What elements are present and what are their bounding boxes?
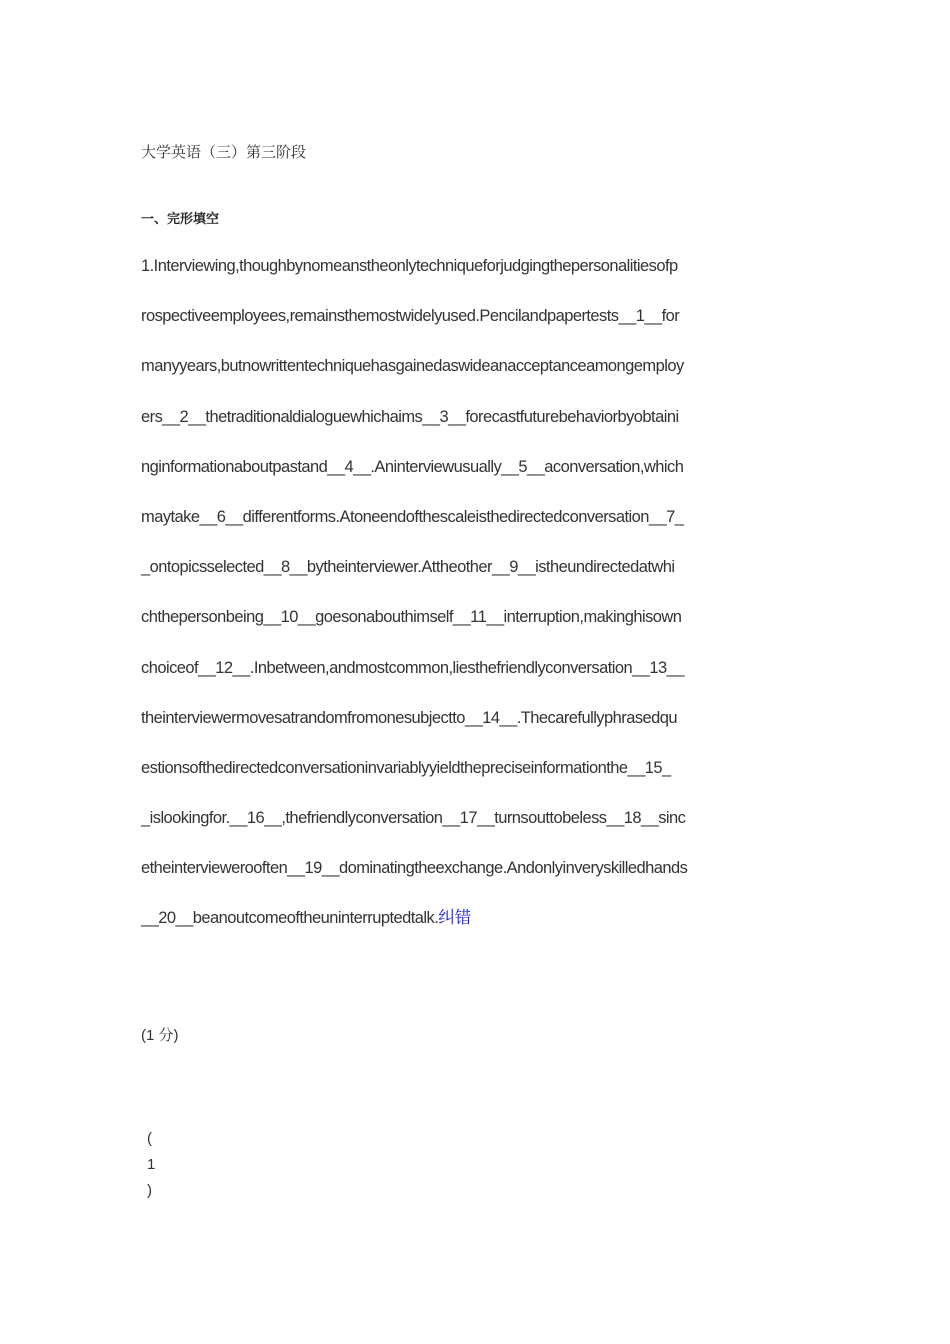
correction-link[interactable]: 纠错	[438, 909, 472, 928]
passage-line: _ontopicsselected__8__bytheinterviewer.Attheother__9__istheundirectedatwhi	[141, 558, 675, 577]
passage-line: theinterviewermovesatrandomfromonesubjectto__14__.Thecarefullyphrasedqu	[141, 708, 678, 727]
section-heading: 一、完形填空	[141, 212, 220, 227]
passage-line: manyyears,butnowrittentechniquehasgainedaswideanacceptanceamongemploy	[141, 357, 684, 376]
question-number-close-paren: )	[147, 1182, 152, 1199]
passage-line: etheinterviewerooften__19__dominatingtheexchange.Andonlyinveryskilledhands	[141, 859, 688, 878]
passage-line: rospectiveemployees,remainsthemostwidelyused.Pencilandpapertests__1__for	[141, 307, 680, 326]
question-number-value: 1	[147, 1156, 156, 1173]
passage-line: ers__2__thetraditionaldialoguewhichaims__3__forecastfuturebehaviorbyobtaini	[141, 407, 679, 426]
passage-line: choiceof__12__.Inbetween,andmostcommon,liesthefriendlyconversation__13__	[141, 658, 684, 677]
passage-line: 1.Interviewing,thoughbynomeanstheonlytechniqueforjudgingthepersonalitiesofp	[141, 257, 678, 275]
score-label: (1 分)	[141, 1027, 179, 1044]
passage-line: chthepersonbeing__10__goesonabouthimself__11__interruption,makinghisown	[141, 608, 682, 627]
cloze-passage	[141, 248, 821, 951]
passage-line-last	[141, 900, 821, 950]
passage-line-text: __20__beanoutcomeoftheuninterruptedtalk.	[141, 909, 439, 928]
passage-line: estionsofthedirectedconversationinvariablyyieldthepreciseinformationthe__15_	[141, 758, 671, 777]
question-number-open-paren: (	[147, 1130, 152, 1147]
passage-line: nginformationaboutpastand__4__.Aninterviewusually__5__aconversation,which	[141, 457, 684, 476]
question-number	[147, 1126, 167, 1204]
passage-line: _islookingfor.__16__,thefriendlyconversation__17__turnsouttobeless__18__sinc	[141, 809, 686, 828]
document-title: 大学英语（三）第三阶段	[141, 143, 307, 161]
passage-line: maytake__6__differentforms.Atoneendofthescaleisthedirectedconversation__7_	[141, 507, 684, 526]
